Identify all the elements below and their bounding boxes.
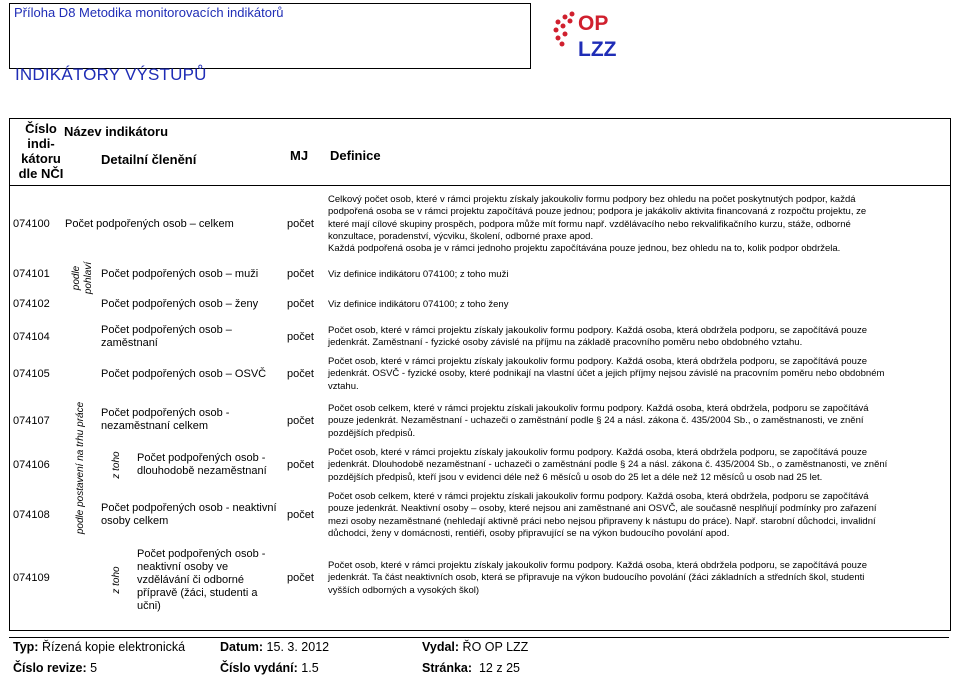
row-074104-name [101,324,232,350]
name-line: nezaměstnaní celkem [101,420,208,432]
footer-page-label: Stránka: [422,661,473,675]
row-074106-name [137,452,267,478]
document-header-title: Příloha D8 Metodika monitorovacích indikátorů [14,5,284,20]
row-074109-mj: počet [287,572,314,584]
row-074100-id: 074100 [13,218,50,230]
definition-line: Počet osob celkem, které v rámci projektu získali jakoukoliv formu podpory. Každá osoba, která obdržela, podporu se započítává [328,491,869,502]
header-indicator-name: Název indikátoru [64,124,169,139]
footer-date [220,640,329,654]
footer-edition-label: Číslo vydání: [220,661,298,675]
table-header-bottom-border [9,185,951,186]
row-074107-name [101,407,229,433]
name-line: Počet podpořených osob - [137,452,266,464]
footer-revision-value: 5 [90,661,98,675]
definition-line: pozdějších předpisů, kteří jsou v evidenci déle než 6 měsíců u osob do 25 let a déle než 12 měsíců u osob nad 25 let. [328,471,823,483]
definition-line: Počet osob, které v rámci projektu získaly jakoukoliv formu podpory. Každá osoba, která obdržela podporu, se započítává pouze [328,356,867,367]
footer-issued-by-value: ŘO OP LZZ [462,640,529,654]
definition-line: které mají cílové skupiny prospěch, podpora může mít formu např. vzdělávacího nebo rekvalifikačního kurzu, stáže, odborné [328,218,851,230]
definition-line: vyšších odborných a vysokých škol) [328,584,480,596]
name-line: vzdělávání či odborné [137,574,245,586]
name-line: Počet podpořených osob - neaktivní [101,502,277,514]
row-074105-mj: počet [287,368,314,380]
row-074106-id: 074106 [13,459,50,471]
definition-line: Počet osob, které v rámci projektu získaly jakoukoliv formu podpory. Každá osoba, která obdržela podporu, se započítává pouze [328,447,867,458]
name-line: přípravě (žáci, studenti a [137,587,258,599]
group-label-gender-line: pohlaví [83,261,94,295]
footer-page [422,661,520,675]
footer-revision-label: Číslo revize: [13,661,87,675]
row-074108-id: 074108 [13,509,50,521]
footer-issued-by [422,640,528,654]
row-074100-definition [328,194,948,255]
header-number-line: Číslo [25,121,57,136]
table-left-border [9,118,10,630]
footer-type-label: Typ: [13,640,39,654]
row-074101-definition: Viz definice indikátoru 074100; z toho muži [328,269,509,280]
name-line: neaktivní osoby ve [137,561,229,573]
footer-page-value: 12 z 25 [478,661,520,675]
definition-line: Každá podpořená osoba je v rámci jednoho projektu započítávána pouze jednou, bez ohledu na to, kolik podpor obdržela. [328,243,841,255]
definition-line: Počet osob, které v rámci projektu získaly jakoukoliv formu podpory. Každá osoba, která obdržela podporu, se započítává pouze [328,560,867,571]
footer-type-value: Řízená kopie elektronická [41,640,186,654]
row-074102-definition: Viz definice indikátoru 074100; z toho ženy [328,299,509,310]
header-number-cell [16,121,66,181]
name-line: Počet podpořených osob – [101,324,232,336]
row-074102-name: Počet podpořených osob – ženy [101,298,259,310]
svg-text:LZZ: LZZ [578,38,617,61]
footer-type [13,640,185,654]
definition-line: jedenkrát. Zaměstnaní - fyzické osoby závislé na příjmu na základě pracovního poměru nebo obdobného vztahu. [328,337,803,349]
svg-text:OP: OP [578,12,609,35]
definition-line: podpořená osoba se v rámci projektu započítává pouze jednou; podpora je jakákoliv aktivita financovaná z rozpočtu projektu, ze [328,206,867,218]
definition-line: vztahu. [328,380,359,392]
header-detail: Detailní členění [101,152,197,167]
definition-line: konzultace, poradenství, výcviku, školení, odborné praxe apod. [328,230,594,242]
row-074101-id: 074101 [13,268,50,280]
name-line: osoby celkem [101,515,169,527]
row-074106-mj: počet [287,459,314,471]
row-074101-mj: počet [287,268,314,280]
footer-revision [13,661,97,675]
row-074107-mj: počet [287,415,314,427]
group-label-gender-line: podle [71,265,82,291]
footer-issued-by-label: Vydal: [422,640,460,654]
row-074101-name: Počet podpořených osob – muži [101,268,259,280]
row-074105-id: 074105 [13,368,50,380]
table-bottom-border [9,630,951,631]
row-074104-id: 074104 [13,331,50,343]
footer-date-label: Datum: [220,640,264,654]
group-label-z-toho-unemployed: z toho [111,451,122,479]
table-top-border [9,118,951,119]
row-074108-definition [328,491,948,540]
row-074108-mj: počet [287,509,314,521]
definition-line: Celkový počet osob, které v rámci projektu získaly jakoukoliv formu podpory bez ohledu na počet poskytnutých podpor, každá [328,194,856,205]
name-line: zaměstnaní [101,337,158,349]
footer-edition [220,661,319,675]
row-074108-name [101,502,277,528]
definition-line: Počet osob, které v rámci projektu získaly jakoukoliv formu podpory. Každá osoba, která obdržela podporu, se započítává pouze [328,325,867,336]
row-074105-name: Počet podpořených osob – OSVČ [101,368,267,380]
row-074107-id: 074107 [13,415,50,427]
footer-edition-value: 1.5 [301,661,319,675]
page-title: INDIKÁTORY VÝSTUPŮ [15,65,207,84]
row-074105-definition [328,356,948,393]
footer-date-value: 15. 3. 2012 [266,640,330,654]
name-line: učni) [137,600,161,612]
row-074106-definition [328,447,948,484]
row-074109-definition [328,560,948,597]
name-line: Počet podpořených osob - [137,548,266,560]
header-number-line: indi- [27,136,55,151]
op-lzz-logo [548,6,638,64]
table-right-border [950,118,951,630]
row-074104-definition [328,325,948,350]
name-line: dlouhodobě nezaměstnaní [137,465,267,477]
row-074109-id: 074109 [13,572,50,584]
row-074100-mj: počet [287,218,314,230]
group-label-labor-status: podle postavení na trhu práce [75,401,86,535]
header-definition: Definice [330,148,381,163]
definition-line: jedenkrát. OSVČ - fyzické osoby, které podnikají na vlastní účet a jejich příjmy nejsou závislé na pracovním poměru nebo obdobném [328,368,885,380]
row-074109-name [137,548,265,613]
definition-line: pouze jedenkrát. Neaktivní osoby – osoby, které nejsou ani zaměstnané ani OSVČ, ale současně nesplňují podmínky pro zařazení [328,503,877,515]
definition-line: pozdějších předpisů. [328,427,416,439]
header-mj: MJ [290,148,309,163]
row-074100-name: Počet podpořených osob – celkem [65,218,234,230]
definition-line: Počet osob celkem, které v rámci projektu získali jakoukoliv formu podpory. Každá osoba, která obdržela, podporu se započítává [328,403,869,414]
definition-line: mezi osoby nezaměstnané (nehledají aktivně práci nebo nejsou připraveny k nástupu do práce). Např. starobní důchodci, invalidní [328,515,876,527]
row-074104-mj: počet [287,331,314,343]
row-074107-definition [328,403,948,440]
definition-line: jedenkrát. Dlouhodobě nezaměstnaní - uchazeči o zaměstnání podle § 24 a násl. zákona č. 435/2004 Sb., o zaměstnanosti, ve znění [328,459,888,471]
row-074102-id: 074102 [13,298,50,310]
definition-line: důchodci, ženy v domácnosti, rentiéři, osoby připravující se na výkon budoucího povolání apod. [328,527,730,539]
group-label-gender [71,248,95,308]
header-number-line: kátoru [21,151,61,166]
definition-line: pouze jedenkrát. Nezaměstnaní - uchazeči o zaměstnání podle § 24 a násl. zákona č. 435/2004 Sb., o zaměstnanosti, ve znění [328,415,864,427]
header-number-line: dle NČI [18,166,64,181]
definition-line: jedenkrát. Ta část neaktivních osob, která se připravuje na výkon budoucího povolání (žáci základních a středních škol, studenti [328,572,865,584]
group-label-z-toho-inactive: z toho [111,566,122,594]
row-074102-mj: počet [287,298,314,310]
name-line: Počet podpořených osob - [101,407,230,419]
